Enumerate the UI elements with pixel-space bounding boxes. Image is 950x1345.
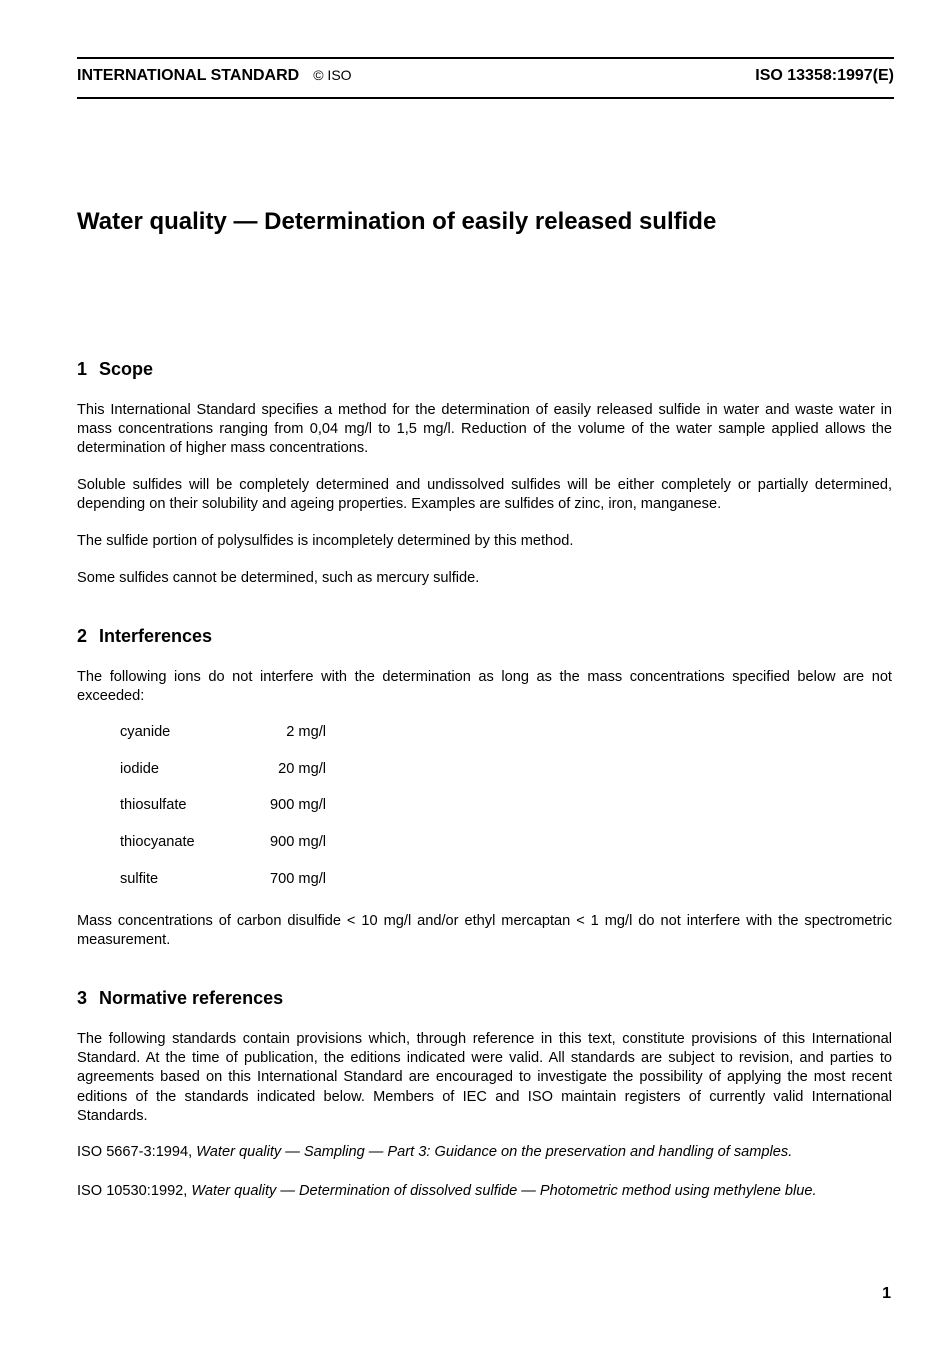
- document-title: Water quality — Determination of easily released sulfide: [77, 208, 717, 235]
- reference-code: ISO 10530:1992,: [77, 1183, 188, 1199]
- ion-limit: 2 mg/l: [286, 724, 326, 740]
- ion-limit: 900 mg/l: [270, 834, 326, 850]
- scope-paragraph: This International Standard specifies a method for the determination of easily released sulfide in water and waste water in mass concentrations ranging from 0,04 mg/l to 1,5 mg/l. Reduction of the volume of the water sample applied allows the determination of higher mass concentrations.: [77, 402, 892, 457]
- reference-item: [77, 1143, 892, 1162]
- scope-paragraph: The sulfide portion of polysulfides is incompletely determined by this method.: [77, 533, 574, 549]
- reference-title: Water quality — Sampling — Part 3: Guidance on the preservation and handling of samples.: [196, 1144, 793, 1160]
- reference-title: Water quality — Determination of dissolved sulfide — Photometric method using methylene blue.: [191, 1183, 817, 1199]
- scope-paragraph: Soluble sulfides will be completely determined and undissolved sulfides will be either completely or partially determined, depending on their solubility and ageing properties. Examples are sulfides of zinc, iron, manganese.: [77, 477, 892, 513]
- section-number: 3: [77, 988, 88, 1008]
- page-number: 1: [882, 1285, 891, 1302]
- ion-name: iodide: [120, 761, 159, 777]
- ion-name: thiocyanate: [120, 834, 195, 850]
- section-heading-scope: [77, 359, 153, 380]
- section-number: 2: [77, 626, 88, 646]
- ion-row: [120, 871, 330, 891]
- ion-name: cyanide: [120, 724, 171, 740]
- ion-row: [120, 834, 330, 854]
- standard-number: ISO 13358:1997(E): [755, 67, 894, 84]
- normative-references-intro: The following standards contain provisions which, through reference in this text, constitute provisions of this International Standard. At the time of publication, the editions indicated were valid. All standards are subject to revision, and parties to agreements based on this International Standard are encouraged to investigate the possibility of applying the most recent editions of the standards indicated below. Members of IEC and ISO maintain registers of currently valid International Standards.: [77, 1031, 892, 1124]
- section-title: Scope: [99, 359, 154, 379]
- ion-row: [120, 724, 330, 744]
- header-bottom-rule: [77, 97, 894, 99]
- section-number: 1: [77, 359, 88, 379]
- ion-limit: 900 mg/l: [270, 797, 326, 813]
- interferences-note: Mass concentrations of carbon disulfide < 10 mg/l and/or ethyl mercaptan < 1 mg/l do not interfere with the spectrometric measurement.: [77, 913, 892, 949]
- header-title: INTERNATIONAL STANDARD: [77, 67, 300, 84]
- reference-code: ISO 5667-3:1994,: [77, 1144, 193, 1160]
- section-title: Interferences: [99, 626, 213, 646]
- copyright-label: © ISO: [313, 67, 352, 83]
- header-left: [77, 67, 352, 85]
- section-title: Normative references: [99, 988, 284, 1008]
- section-heading-normative-references: [77, 988, 283, 1009]
- ion-limit: 20 mg/l: [278, 761, 326, 777]
- ion-row: [120, 797, 330, 817]
- ion-row: [120, 761, 330, 781]
- reference-item: [77, 1182, 892, 1201]
- ion-name: thiosulfate: [120, 797, 187, 813]
- section-heading-interferences: [77, 626, 212, 647]
- scope-paragraph: Some sulfides cannot be determined, such as mercury sulfide.: [77, 570, 480, 586]
- interferences-intro: The following ions do not interfere with the determination as long as the mass concentrations specified below are not exceeded:: [77, 669, 892, 705]
- ion-limit: 700 mg/l: [270, 871, 326, 887]
- header-top-rule: [77, 57, 894, 59]
- ion-name: sulfite: [120, 871, 159, 887]
